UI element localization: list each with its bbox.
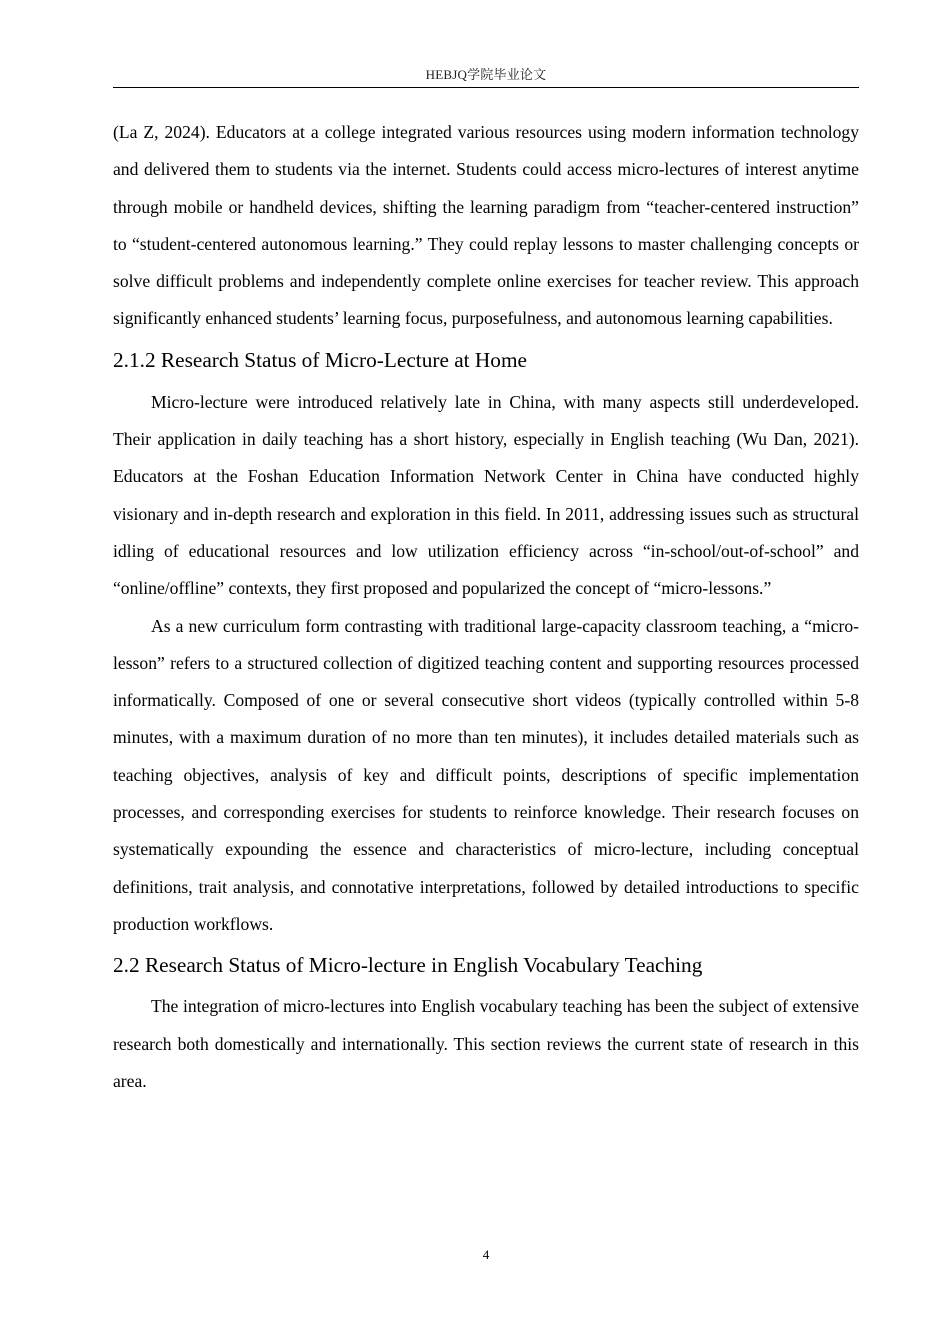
section-heading-2-1-2: 2.1.2 Research Status of Micro-Lecture at Home [113, 347, 527, 372]
paragraph-micro-lecture-in-china: Micro-lecture were introduced relatively late in China, with many aspects still underdeveloped. Their application in daily teaching has a short history, especially in English teaching (Wu Dan, 2021). Educators at the Foshan Education Information Network Center in China have conducted highly visionary and in-depth research and exploration in this field. In 2011, addressing issues such as structural idling of educational resources and low utilization efficiency across “in-school/out-of-school” and “online/offline” contexts, they first proposed and popularized the concept of “micro-lessons.” [113, 391, 859, 599]
header-rule [113, 87, 859, 88]
paragraph-vocabulary-teaching-intro: The integration of micro-lectures into English vocabulary teaching has been the subject of extensive research both domestically and internationally. This section reviews the current state of research in this area. [113, 996, 859, 1091]
running-header: HEBJQ学院毕业论文 [425, 67, 547, 82]
paragraph-continuation: (La Z, 2024). Educators at a college integrated various resources using modern information technology and delivered them to students via the internet. Students could access micro-lectures of interest anytime through mobile or handheld devices, shifting the learning paradigm from “teacher-centered instruction” to “student-centered autonomous learning.” They could replay lessons to master challenging concepts or solve difficult problems and independently complete online exercises for teacher review. This approach significantly enhanced students’ learning focus, purposefulness, and autonomous learning capabilities. [113, 122, 859, 329]
section-heading-2-2: 2.2 Research Status of Micro-lecture in English Vocabulary Teaching [113, 953, 703, 978]
paragraph-micro-lesson-definition: As a new curriculum form contrasting with traditional large-capacity classroom teaching, a “micro-lesson” refers to a structured collection of digitized teaching content and supporting resources processed informatically. Composed of one or several consecutive short videos (typically controlled within 5-8 minutes, with a maximum duration of no more than ten minutes), it includes detailed materials such as teaching objectives, analysis of key and difficult points, descriptions of specific implementation processes, and corresponding exercises for students to reinforce knowledge. Their research focuses on systematically expounding the essence and characteristics of micro-lecture, including conceptual definitions, trait analysis, and connotative interpretations, followed by detailed introductions to specific production workflows. [113, 615, 859, 934]
page-body [113, 114, 859, 1100]
page-number: 4 [482, 1247, 490, 1262]
